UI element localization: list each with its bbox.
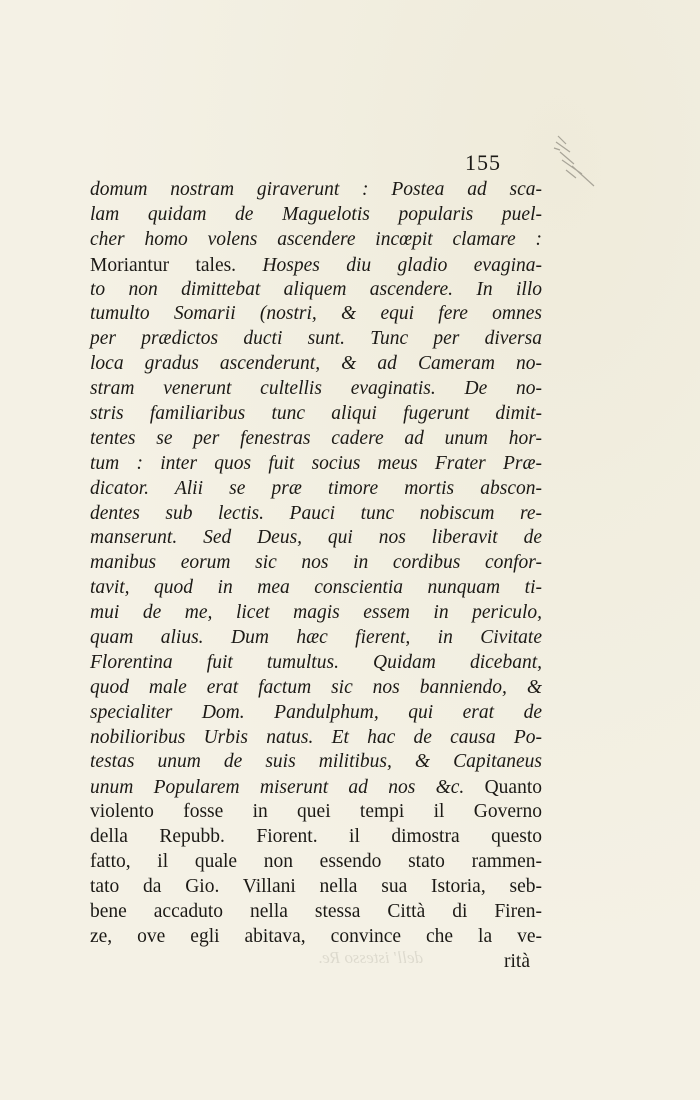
text-line: cher homo volens ascendere incœpit clamare : bbox=[90, 228, 542, 250]
text-line bbox=[90, 775, 542, 800]
text-line: per prædictos ducti sunt. Tunc per diversa bbox=[90, 328, 542, 350]
text-line: quod male erat factum sic nos banniendo, & bbox=[90, 676, 542, 698]
text-line: fatto, il quale non essendo stato rammen- bbox=[90, 851, 542, 873]
text-line: della Repubb. Fiorent. il dimostra questo bbox=[90, 826, 542, 848]
text-line: tentes se per fenestras cadere ad unum hor- bbox=[90, 427, 542, 449]
text-line: nobilioribus Urbis natus. Et hac de causa Po- bbox=[90, 726, 542, 748]
text-line: tum : inter quos fuit socius meus Frater Præ- bbox=[90, 452, 542, 474]
text-line: testas unum de suis militibus, & Capitaneus bbox=[90, 751, 542, 773]
text-line: stram venerunt cultellis evaginatis. De no- bbox=[90, 378, 542, 400]
text-block bbox=[90, 178, 542, 975]
page-number: 155 bbox=[465, 150, 501, 175]
text-line: dicator. Alii se præ timore mortis abscon- bbox=[90, 477, 542, 499]
text-line: to non dimittebat aliquem ascendere. In illo bbox=[90, 278, 542, 300]
catchword: rità bbox=[504, 950, 530, 972]
text-line: lam quidam de Maguelotis popularis puel- bbox=[90, 203, 542, 225]
text-line: Florentina fuit tumultus. Quidam dicebant, bbox=[90, 651, 542, 673]
bleed-through-text: dell' istesso Re. bbox=[318, 948, 424, 967]
text-span-roman: Moriantur tales. bbox=[90, 254, 237, 276]
text-span-italic: unum Popularem miserunt ad nos &c. bbox=[90, 777, 465, 799]
text-span-italic: Hospes diu gladio evagina- bbox=[236, 254, 542, 276]
text-line: tumulto Somarii (nostri, & equi fere omnes bbox=[90, 303, 542, 325]
text-line: domum nostram giraverunt : Postea ad sca- bbox=[90, 179, 542, 200]
text-line: stris familiaribus tunc aliqui fugerunt dimit- bbox=[90, 403, 542, 425]
text-line: tavit, quod in mea conscientia nunquam ti- bbox=[90, 577, 542, 599]
text-line: dentes sub lectis. Pauci tunc nobiscum re- bbox=[90, 502, 542, 524]
text-span-roman: Quanto bbox=[464, 777, 542, 799]
ink-smudge-mark bbox=[552, 130, 600, 190]
text-line: quam alius. Dum hæc fierent, in Civitate bbox=[90, 627, 542, 649]
text-line: manserunt. Sed Deus, qui nos liberavit de bbox=[90, 527, 542, 549]
text-line: specialiter Dom. Pandulphum, qui erat de bbox=[90, 701, 542, 723]
text-line: ze, ove egli abitava, convince che la ve- bbox=[90, 925, 542, 947]
text-line: manibus eorum sic nos in cordibus confor- bbox=[90, 552, 542, 574]
text-line: tato da Gio. Villani nella sua Istoria, seb- bbox=[90, 875, 542, 897]
text-line bbox=[90, 253, 542, 278]
text-line: bene accaduto nella stessa Città di Firen- bbox=[90, 900, 542, 922]
text-line: violento fosse in quei tempi il Governo bbox=[90, 801, 542, 823]
text-line: loca gradus ascenderunt, & ad Cameram no- bbox=[90, 353, 542, 375]
text-line: mui de me, licet magis essem in periculo, bbox=[90, 602, 542, 624]
